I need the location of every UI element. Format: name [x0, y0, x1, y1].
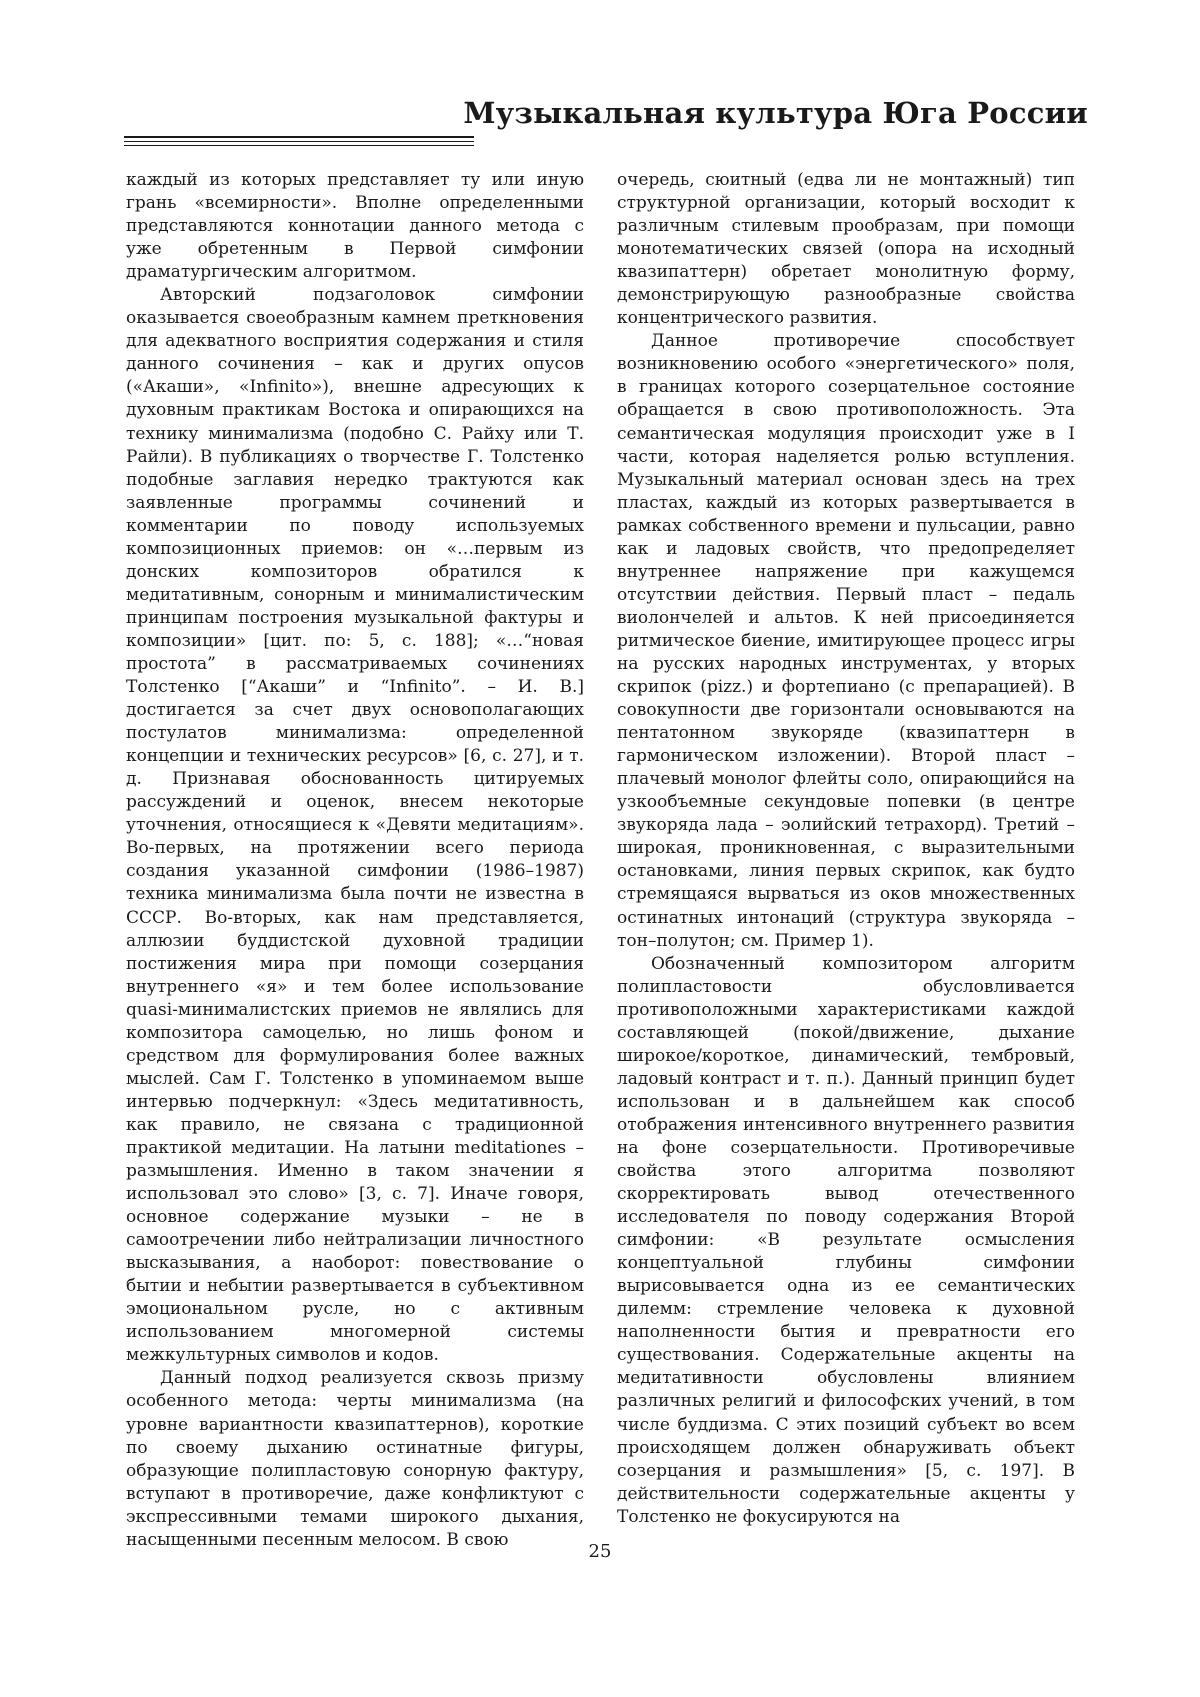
paragraph: очередь, сюитный (едва ли не монтажный) тип структурной организации, который восходит к различным стилевым прообразам, при помощи монотематических связей (опора на исходный квазипаттерн) обретает монолитную форму, демонстрирующую разнообразные свойства концентрического развития. [617, 170, 1075, 329]
left-column [126, 169, 584, 1552]
header-rule-bottom [124, 145, 474, 146]
paragraph: Данное противоречие способствует возникновению особого «энергетического» поля, в границах которого созерцательное состояние обращается в свою противоположность. Эта семантическая модуляция происходит уже в I части, которая наделяется ролью вступления. Музыкальный материал основан здесь на трех пластах, каждый из которых развертывается в рамках собственного времени и пульсации, равно как и ладовых свойств, что предопределяет внутреннее напряжение при кажущемся отсутствии действия. Первый пласт – педаль виолончелей и альтов. К ней присоединяется ритмическое биение, имитирующее процесс игры на русских народных инструментах, у вторых скрипок (pizz.) и фортепиано (с препарацией). В совокупности две горизонтали основываются на пентатонном звукоряде (квазипаттерн в гармоническом изложении). Второй пласт – плачевый монолог флейты соло, опирающийся на узкообъемные секундовые попевки (в центре звукоряда лада – эолийский тетрахорд). Третий – широкая, проникновенная, с выразительными остановками, линия первых скрипок, как будто стремящаяся вырваться из оков множественных остинатных интонаций (структура звукоряда – тон–полутон; см. Пример 1). [617, 331, 1075, 951]
page-number: 25 [588, 1541, 612, 1562]
paragraph: Авторский подзаголовок симфонии оказывается своеобразным камнем преткновения для адекватного восприятия содержания и стиля данного сочинения – как и других опусов («Акаши», «Infinito»), внешне адресующих к духовным практикам Востока и опирающихся на технику минимализма (подобно С. Райху или Т. Райли). В публикациях о творчестве Г. Толстенко подобные заглавия нередко трактуются как заявленные программы сочинений и комментарии по поводу используемых композиционных приемов: он «…первым из донских композиторов обратился к медитативным, сонорным и минималистическим принципам построения музыкальной фактуры и композиции» [цит. по: 5, с. 188]; «…“новая простота” в рассматриваемых сочинениях Толстенко [“Акаши” и “Infinito”. – И. В.] достигается за счет двух основополагающих постулатов минимализма: определенной концепции и технических ресурсов» [6, с. 27], и т. д. Признавая обоснованность цитируемых рассуждений и оценок, внесем некоторые уточнения, относящиеся к «Девяти медитациям». Во-первых, на протяжении всего периода создания указанной симфонии (1986–1987) техника минимализма была почти не известна в СССР. Во-вторых, как нам представляется, аллюзии буддистской духовной традиции постижения мира при помощи созерцания внутреннего «я» и тем более использование quasi-минималистских приемов не являлись для композитора самоцелью, но лишь фоном и средством для формулирования более важных мыслей. Сам Г. Толстенко в упоминаемом выше интервью подчеркнул: «Здесь медитативность, как правило, не связана с традиционной практикой медитации. На латыни meditationes – размышления. Именно в таком значении я использовал это слово» [3, с. 7]. Иначе говоря, основное содержание музыки – не в самоотречении либо нейтрализации личностного высказывания, а наоборот: повествование о бытии и небытии развертывается в субъективном эмоциональном русле, но с активным использованием многомерной системы межкультурных символов и кодов. [126, 285, 584, 1366]
journal-title: Музыкальная культура Юга России [463, 96, 1088, 130]
paragraph: каждый из которых представляет ту или иную грань «всемирности». Вполне определенными представляются коннотации данного метода с уже обретенным в Первой симфонии драматургическим алгоритмом. [126, 170, 584, 283]
paragraph: Данный подход реализуется сквозь призму особенного метода: черты минимализма (на уровне вариантности квазипаттернов), короткие по своему дыханию остинатные фигуры, образующие полипластовую сонорную фактуру, вступают в противоречие, даже конфликтуют с экспрессивными темами широкого дыхания, насыщенными песенным мелосом. В свою [126, 1368, 584, 1550]
header-rule-top [124, 136, 474, 138]
right-column [617, 169, 1075, 1529]
header-rule-mid [124, 141, 474, 142]
paragraph: Обозначенный композитором алгоритм полипластовости обусловливается противоположными характеристиками каждой составляющей (покой/движение, дыхание широкое/короткое, динамический, тембровый, ладовый контраст и т. п.). Данный принцип будет использован и в дальнейшем как способ отображения интенсивного внутреннего развития на фоне созерцательности. Противоречивые свойства этого алгоритма позволяют скорректировать вывод отечественного исследователя по поводу содержания Второй симфонии: «В результате осмысления концептуальной глубины симфонии вырисовывается одна из ее семантических дилемм: стремление человека к духовной наполненности бытия и превратности его существования. Содержательные акценты на медитативности обусловлены влиянием различных религий и философских учений, в том числе буддизма. С этих позиций субъект во всем происходящем должен обнаруживать объект созерцания и размышления» [5, с. 197]. В действительности содержательные акценты у Толстенко не фокусируются на [617, 953, 1075, 1527]
